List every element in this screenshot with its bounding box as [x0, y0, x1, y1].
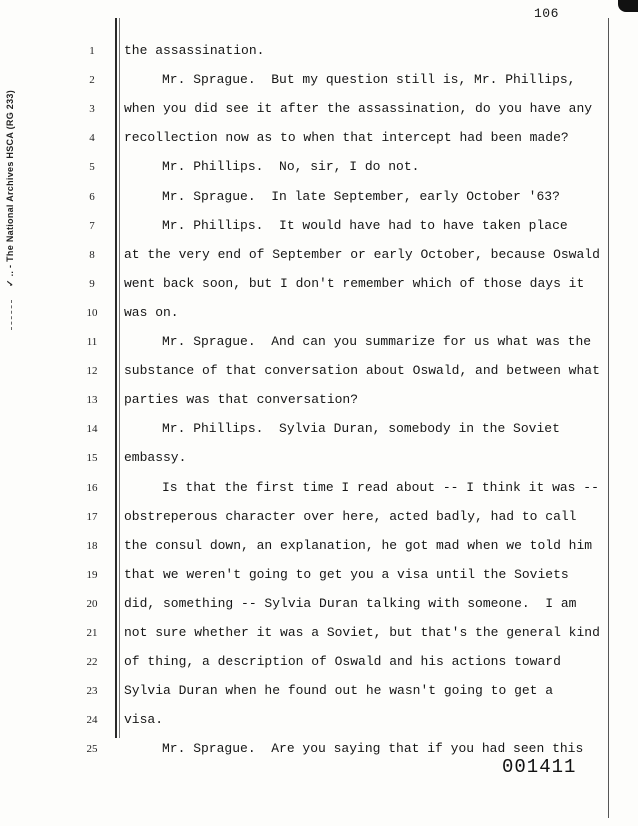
transcript-line: of thing, a description of Oswald and his actions toward — [124, 654, 561, 670]
transcript-line: parties was that conversation? — [124, 392, 359, 408]
line-number: 14 — [86, 423, 98, 436]
line-number: 2 — [89, 74, 95, 87]
transcript-line: Mr. Phillips. Sylvia Duran, somebody in the Soviet — [162, 421, 560, 437]
left-margin-rule-inner — [119, 18, 120, 738]
line-number: 20 — [86, 597, 98, 610]
transcript-line: visa. — [124, 712, 164, 728]
transcript-line: that we weren't going to get you a visa until the Soviets — [124, 566, 569, 582]
transcript-line: the consul down, an explanation, he got mad when we told him — [124, 537, 593, 553]
archive-stamp-text: ✓ .. - The National Archives HSCA (RG 233) — [4, 89, 15, 287]
transcript-line: Mr. Sprague. But my question still is, Mr. Phillips, — [162, 72, 576, 88]
line-number: 24 — [86, 714, 98, 727]
corner-mark — [618, 0, 638, 12]
transcript-line: at the very end of September or early October, because Oswald — [124, 246, 600, 262]
line-number: 19 — [86, 568, 98, 581]
line-number: 22 — [86, 656, 98, 669]
line-number: 1 — [89, 45, 95, 57]
line-number: 11 — [86, 336, 98, 348]
transcript-line: did, something -- Sylvia Duran talking with someone. I am — [124, 595, 577, 611]
transcript-line: the assassination. — [124, 43, 265, 58]
line-number: 21 — [86, 627, 98, 639]
line-number: 5 — [89, 161, 95, 174]
line-number: 7 — [89, 219, 95, 232]
transcript-line: Mr. Sprague. Are you saying that if you had seen this — [162, 741, 584, 757]
archive-margin-stamp — [2, 38, 18, 338]
line-number: 9 — [89, 277, 95, 290]
line-number: 13 — [86, 394, 98, 407]
line-number: 18 — [86, 539, 98, 552]
line-number: 16 — [86, 481, 98, 494]
transcript-line: Mr. Phillips. No, sir, I do not. — [162, 159, 420, 175]
margin-dashes — [11, 300, 14, 330]
line-number: 23 — [86, 685, 98, 698]
line-number: 15 — [86, 452, 98, 465]
transcript-line: recollection now as to when that intercept had been made? — [124, 130, 569, 146]
transcript-line: substance of that conversation about Oswald, and between what — [124, 363, 600, 379]
left-margin-rule — [115, 18, 117, 738]
transcript-line: obstreperous character over here, acted badly, had to call — [124, 508, 577, 524]
transcript-line: Sylvia Duran when he found out he wasn't going to get a — [124, 683, 554, 699]
transcript-line: Mr. Phillips. It would have had to have taken place — [162, 217, 568, 233]
line-number: 17 — [86, 510, 98, 523]
transcript-line: not sure whether it was a Soviet, but that's the general kind — [124, 625, 600, 640]
line-number: 10 — [86, 306, 98, 319]
right-margin-rule — [608, 18, 609, 818]
transcript-line: Mr. Sprague. In late September, early October '63? — [162, 188, 560, 204]
transcript-line: went back soon, but I don't remember which of those days it — [124, 275, 585, 291]
transcript-line: was on. — [124, 304, 179, 320]
page-number: 106 — [534, 6, 559, 21]
transcript-line: Mr. Sprague. And can you summarize for us what was the — [162, 334, 592, 349]
line-number: 6 — [89, 190, 95, 203]
line-number: 8 — [89, 248, 95, 261]
line-number: 12 — [86, 365, 98, 378]
transcript-line: embassy. — [124, 450, 187, 466]
line-number: 4 — [89, 132, 95, 145]
line-number: 25 — [86, 743, 98, 756]
transcript-line: Is that the first time I read about -- I think it was -- — [162, 479, 599, 495]
transcript-line: when you did see it after the assassination, do you have any — [124, 101, 593, 117]
line-number: 3 — [89, 103, 95, 116]
document-number-stamp: 001411 — [502, 756, 577, 778]
